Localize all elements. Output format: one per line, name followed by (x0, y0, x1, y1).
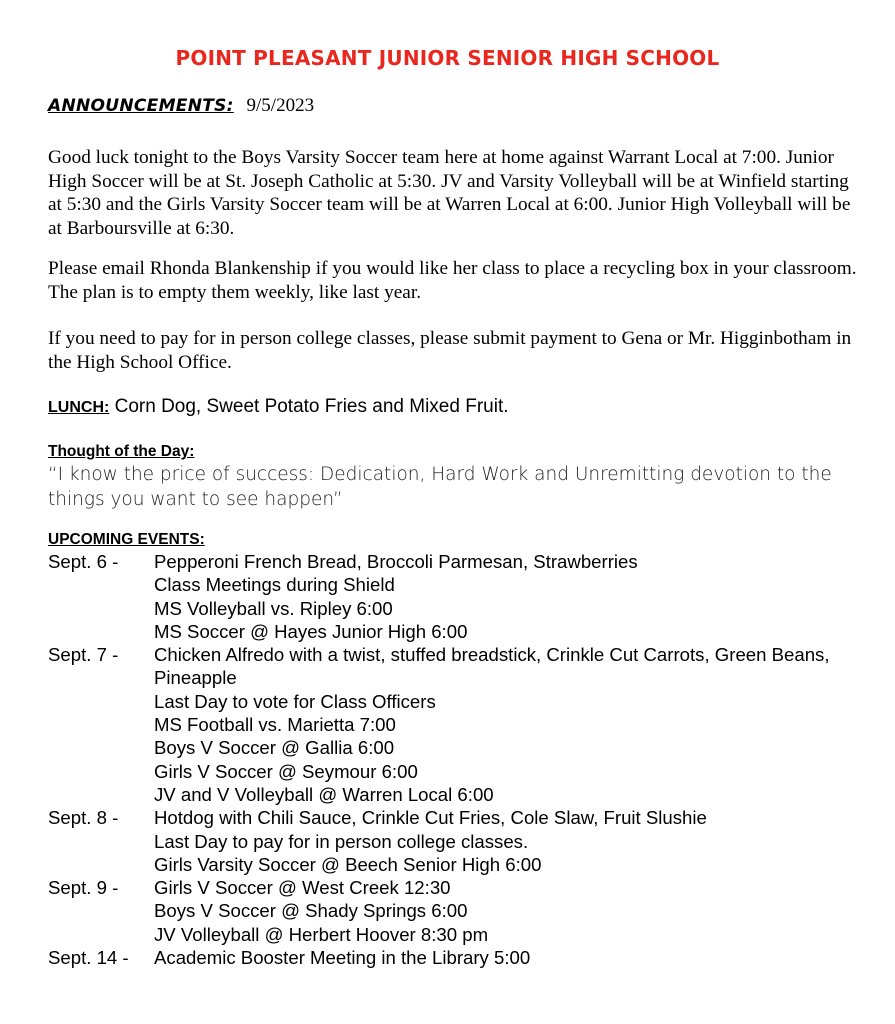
event-item: Class Meetings during Shield (154, 574, 395, 596)
announcement-paragraph: If you need to pay for in person college classes, please submit payment to Gena or Mr. Higginbotham in the High School Office. (48, 328, 852, 373)
announcements-date: 9/5/2023 (246, 95, 315, 116)
event-item: Girls Varsity Soccer @ Beech Senior High 6:00 (154, 853, 542, 875)
event-item: Academic Booster Meeting in the Library 5:00 (154, 947, 531, 969)
upcoming-events-list (48, 550, 868, 969)
event-date: Sept. 6 - (48, 551, 119, 572)
event-item: Last Day to pay for in person college classes. (154, 830, 529, 852)
lunch-menu: Corn Dog, Sweet Potato Fries and Mixed Fruit. (114, 396, 509, 417)
event-item: Girls V Soccer @ West Creek 12:30 (154, 877, 451, 899)
event-date: Sept. 9 - (48, 877, 119, 899)
announcement-paragraph: Good luck tonight to the Boys Varsity Soccer team here at home against Warrant Local at 7:00. Junior High Soccer will be at St. Joseph Catholic at 5:30. JV and Varsity Volleyball will be at Winfield starting at 5:30 and the Girls Varsity Soccer team will be at Warren Local at 6:00. Junior High Volleyball will be at Barboursville at 6:30. (48, 147, 851, 239)
event-item: Hotdog with Chili Sauce, Crinkle Cut Fries, Cole Slaw, Fruit Slushie (154, 807, 707, 829)
event-item: MS Football vs. Marietta 7:00 (154, 714, 396, 736)
event-item: Last Day to vote for Class Officers (154, 690, 436, 712)
event-item: MS Soccer @ Hayes Junior High 6:00 (154, 620, 468, 642)
event-item: JV and V Volleyball @ Warren Local 6:00 (154, 783, 494, 805)
lunch-label: LUNCH: (48, 399, 110, 416)
event-date: Sept. 14 - (48, 947, 129, 969)
thought-quote: “I know the price of success: Dedication, Hard Work and Unremitting devotion to the things you want to see happen” (48, 464, 832, 510)
announcements-label: ANNOUNCEMENTS: (48, 96, 234, 116)
event-item: Chicken Alfredo with a twist, stuffed breadstick, Crinkle Cut Carrots, Green Beans, Pineapple (154, 644, 830, 689)
event-date: Sept. 8 - (48, 807, 119, 829)
announcement-paragraph: Please email Rhonda Blankenship if you would like her class to place a recycling box in your classroom. The plan is to empty them weekly, like last year. (48, 258, 857, 303)
lunch-section (48, 396, 509, 418)
event-item: Boys V Soccer @ Shady Springs 6:00 (154, 900, 468, 922)
event-date: Sept. 7 - (48, 644, 119, 666)
event-item: Boys V Soccer @ Gallia 6:00 (154, 737, 395, 759)
thought-label: Thought of the Day: (48, 443, 195, 460)
announcements-header (48, 95, 314, 117)
event-day (48, 643, 868, 806)
event-item: Girls V Soccer @ Seymour 6:00 (154, 760, 418, 782)
event-item: JV Volleyball @ Herbert Hoover 8:30 pm (154, 923, 489, 945)
event-day (48, 806, 868, 876)
event-item: MS Volleyball vs. Ripley 6:00 (154, 597, 393, 619)
upcoming-events-label: UPCOMING EVENTS: (48, 531, 205, 548)
event-item: Pepperoni French Bread, Broccoli Parmesan, Strawberries (154, 551, 638, 572)
event-day (48, 946, 868, 969)
page-title: POINT PLEASANT JUNIOR SENIOR HIGH SCHOOL (175, 46, 720, 70)
event-day (48, 876, 868, 946)
event-day (48, 550, 868, 643)
